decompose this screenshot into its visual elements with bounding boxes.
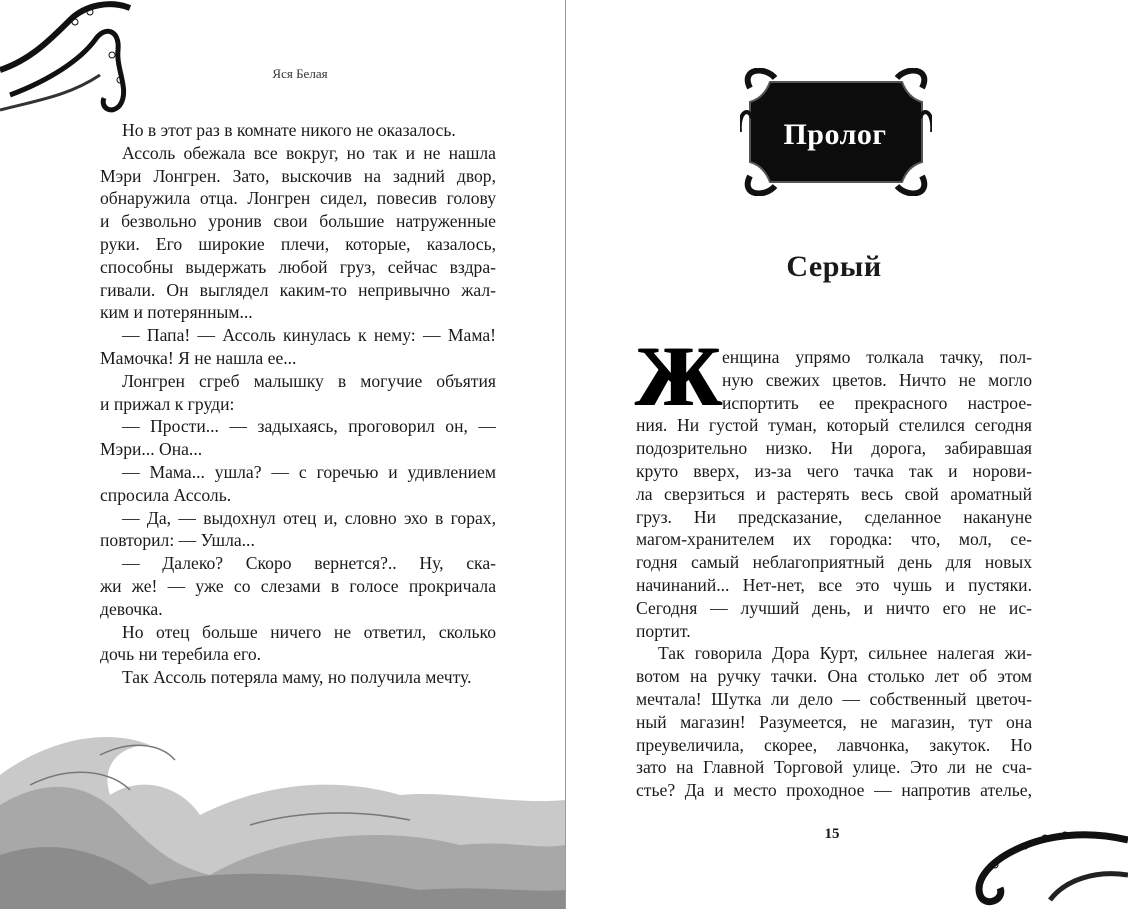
chapter-title: Серый bbox=[786, 250, 882, 283]
text-line: руки. Его широкие плечи, которые, казалось, bbox=[100, 234, 496, 254]
text-line: Лонгрен сгреб малышку в могучие объятия bbox=[122, 370, 496, 391]
text-line: — Мама... ушла? — с горечью и удивлением bbox=[122, 462, 496, 482]
text-line: енщина упрямо толкала тачку, пол- bbox=[722, 347, 1032, 367]
text-line: — Прости... — задыхаясь, проговорил он, — bbox=[122, 416, 496, 437]
text-line: начинаний... Нет-нет, все это чушь и пустяки. bbox=[636, 575, 1032, 595]
text-line: Так говорила Дора Курт, сильнее налегая жи- bbox=[658, 643, 1032, 664]
text-line: ким и потерянным... bbox=[100, 302, 253, 323]
text-line: Мэри... Она... bbox=[100, 439, 203, 460]
text-line: ную свежих цветов. Ничто не могло bbox=[722, 369, 1032, 390]
page-number: 15 bbox=[824, 826, 840, 842]
text-line: магом-хранителем их городка: что, мол, се- bbox=[636, 529, 1032, 550]
text-line: Но в этот раз в комнате никого не оказалось. bbox=[122, 120, 456, 140]
text-line: Мамочка! Я не нашла ее... bbox=[100, 348, 297, 368]
text-line: дочь ни теребила его. bbox=[100, 644, 262, 665]
text-line: гивали. Он выглядел каким-то непривычно жал- bbox=[100, 279, 496, 300]
text-line: спросила Ассоль. bbox=[100, 484, 232, 505]
running-head-author: Яся Белая bbox=[272, 66, 328, 81]
section-title: Пролог bbox=[783, 118, 887, 151]
text-line: Мэри Лонгрен. Зато, выскочив на задний двор, bbox=[100, 165, 496, 186]
text-line: и безвольно уронив свои большие натруженные bbox=[100, 211, 496, 232]
text-line: подозрительно низко. Ни дорога, забиравшая bbox=[636, 438, 1032, 459]
text-line: ла сверзиться и растерять весь свой ароматный bbox=[636, 483, 1032, 504]
text-line: годня самый неблагоприятный день для новых bbox=[636, 552, 1032, 573]
text-line: жи же! — уже со слезами в голосе прокричала bbox=[100, 576, 496, 596]
drop-cap: Ж bbox=[635, 328, 721, 424]
text-line: Но отец больше ничего не ответил, сколько bbox=[122, 621, 496, 642]
text-line: девочка. bbox=[100, 598, 163, 619]
text-line: Ассоль обежала все вокруг, но так и не нашла bbox=[122, 142, 496, 163]
text-line: груз. Ни предсказание, сделанное накануне bbox=[636, 506, 1032, 527]
text-line: Сегодня — лучший день, и ничто его не ис- bbox=[636, 597, 1032, 618]
text-line: преувеличила, скорее, лавчонка, закуток. Но bbox=[636, 734, 1032, 755]
text-line: — Далеко? Скоро вернется?.. Ну, ска- bbox=[122, 553, 496, 574]
text-line: мечтала! Шутка ли дело — собственный цветоч- bbox=[636, 689, 1032, 709]
text-line: — Папа! — Ассоль кинулась к нему: — Мама! bbox=[122, 325, 496, 346]
text-line: и прижал к груди: bbox=[100, 393, 235, 414]
text-line: способны выдержать любой груз, сейчас вздра- bbox=[100, 256, 496, 277]
text-line: ния. Ни густой туман, который стелился сегодня bbox=[636, 415, 1032, 436]
tentacle-illustration-bottom-right bbox=[965, 800, 1128, 909]
text-line: — Да, — выдохнул отец и, словно эхо в горах, bbox=[122, 507, 496, 528]
text-line: портит. bbox=[636, 620, 691, 641]
text-line: повторил: — Ушла... bbox=[100, 530, 255, 551]
text-line: вотом на ручку тачки. Она столько лет об этом bbox=[636, 666, 1032, 687]
text-line: круто вверх, из-за чего тачка так и норови- bbox=[636, 461, 1032, 481]
text-line: ный магазин! Разумеется, не магазин, тут она bbox=[636, 711, 1032, 732]
text-line: испортить ее прекрасного настрое- bbox=[722, 392, 1032, 413]
text-line: стье? Да и место проходное — напротив ателье, bbox=[636, 780, 1032, 801]
text-line: Так Ассоль потеряла маму, но получила мечту. bbox=[122, 667, 472, 688]
text-line: обнаружила отца. Лонгрен сидел, повесив голову bbox=[100, 188, 496, 209]
text-line: зато на Главной Торговой улице. Это ли не сча- bbox=[636, 757, 1032, 778]
